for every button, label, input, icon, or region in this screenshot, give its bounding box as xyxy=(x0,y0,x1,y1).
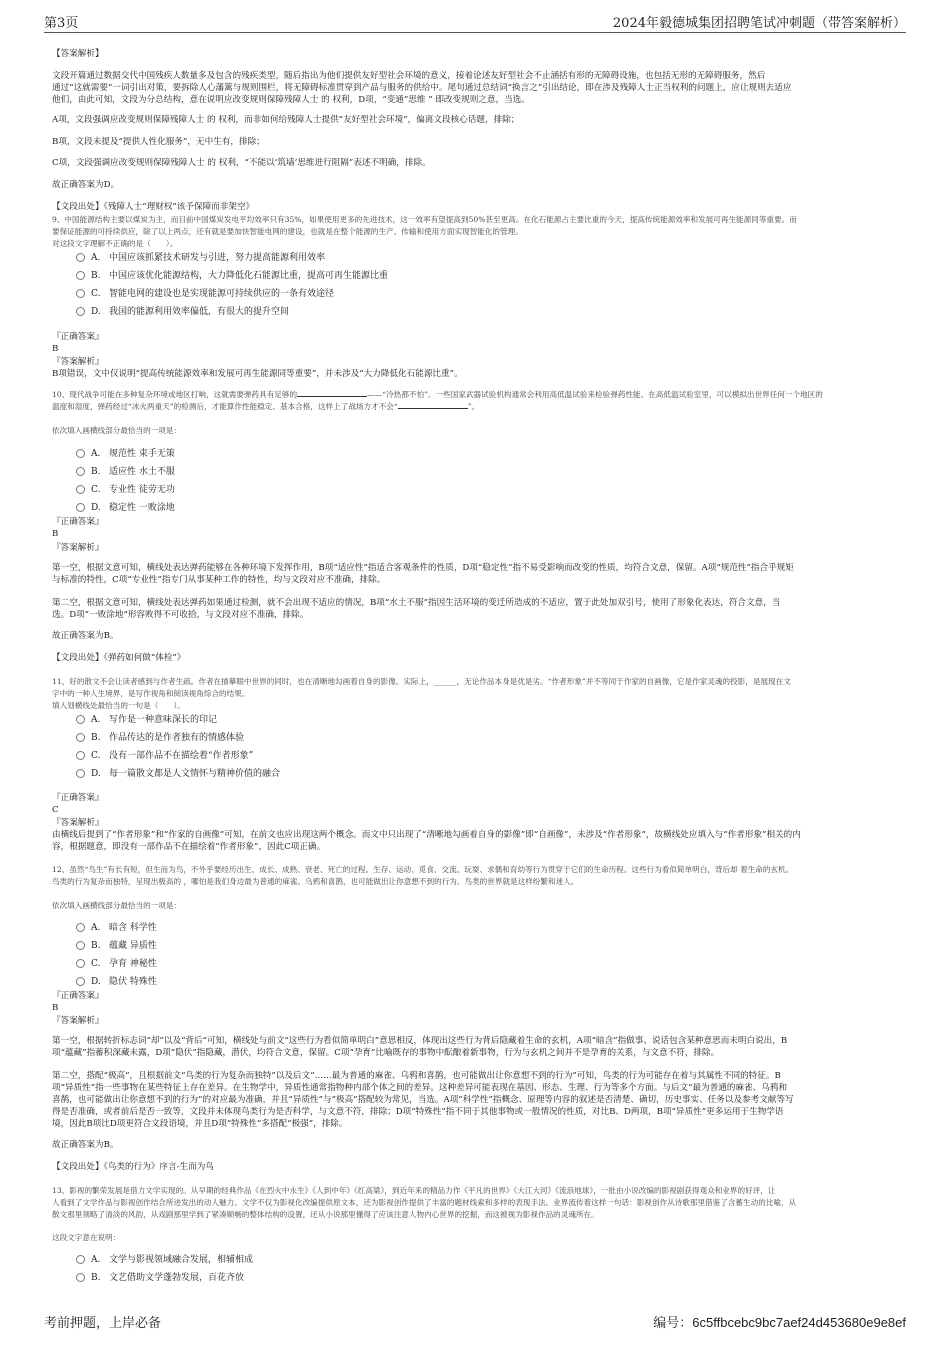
q13-stem: 13、影视的繁荣发展是借力文学实现的。从早期的经典作品《在烈火中永生》《人到中年》《红高粱》，到近年来的精品力作《平凡的世界》《大江大河》《流浪地球》，一批由小说改编的影视剧获得观众和业界的好评，让 xyxy=(52,1186,776,1195)
q11-option-d[interactable]: D. 每一篇散文都是人文情怀与精神价值的融合 xyxy=(76,768,280,780)
q10-stem: 10、现代战争可能在多种复杂环境或地区打响，这就需要弹药具有足够的 ——“冷热都不怕”。一些国家武器试验机构通常会利用高低温试验来检验弹药性能。在高低温试验室里，可以模拟出世界任何一个地区的 xyxy=(52,390,823,399)
q10-analysis-line: 第一空，根据文意可知，横线处表达弹药能够在各种环境下发挥作用，B项“适应性”指适合客观条件的性质，D项“稳定性”指不易受影响而改变的性质，均符合文意，保留。A项“规范性”指合乎规矩 xyxy=(52,563,794,573)
q10-answer-label: 『正确答案』 xyxy=(52,517,104,527)
q11-option-c[interactable]: C. 没有一部作品不在描绘着“作者形象” xyxy=(76,750,253,762)
q10-prompt: 依次填入画横线部分最恰当的一项是： xyxy=(52,426,182,435)
q11-stem: 11、好的散文不会让读者感到与作者生疏。作者在描摹眼中世界的同时，也在清晰地勾画着自身的影像。实际上，______，无论作品本身是优是劣。“作者形象”并不等同于作家的自画像，它是作家灵魂的投影，是展现在文 xyxy=(52,677,791,686)
q10-answer: B xyxy=(52,529,59,539)
q12-analysis-line: 境，因此B项比D项更符合文段语境，并且D项“特殊性”多搭配“极强”，排除。 xyxy=(52,1119,348,1129)
q8-option-c-note: C项，文段强调应改变规则保障残障人士 的 权利，“不能以‘筑墙’思维进行阻隔”表述不明确，排除。 xyxy=(52,158,431,168)
q8-analysis-line: 文段开篇通过数据交代中国残疾人数量多及包含的残疾类型，随后指出为他们提供友好型社会环境的意义，接着论述友好型社会不止涵括有形的无障碍设施，也包括无形的无障碍服务，然后 xyxy=(52,71,766,81)
q9-option-d[interactable]: D. 我国的能源利用效率偏低，有很大的提升空间 xyxy=(76,306,289,318)
footer-slogan: 考前押题，上岸必备 xyxy=(44,1316,162,1331)
radio-icon[interactable] xyxy=(76,977,85,986)
radio-icon[interactable] xyxy=(76,1255,85,1264)
q11-stem: 字中的一种人生境界，是写作视角和阅读视角综合的结果。 xyxy=(52,689,250,698)
q10-option-d[interactable]: D. 稳定性 一败涂地 xyxy=(76,502,175,514)
q10-analysis-line: 与标准的特性，C项“专业性”指专门从事某种工作的特性，均与文段对应不准确，排除。 xyxy=(52,575,386,585)
q11-answer-label: 『正确答案』 xyxy=(52,793,104,803)
q11-analysis-label: 『答案解析』 xyxy=(52,818,104,828)
radio-icon[interactable] xyxy=(76,271,85,280)
q10-analysis-label: 『答案解析』 xyxy=(52,543,104,553)
radio-icon[interactable] xyxy=(76,751,85,760)
q8-conclusion: 故正确答案为D。 xyxy=(52,180,120,190)
q11-option-b[interactable]: B. 作品传达的是作者独有的情感体验 xyxy=(76,732,244,744)
q8-option-b-note: B项，文段未提及“提供人性化服务”，无中生有，排除； xyxy=(52,137,265,147)
q10-analysis-line: 第二空，根据文意可知，横线处表达弹药如果通过检测，就不会出现不适应的情况，B项“水土不服”指因生活环境的变迁所造成的不适应，置于此处加双引号，使用了形象化表达，符合文意，当 xyxy=(52,598,781,608)
q9-analysis-label: 『答案解析』 xyxy=(52,357,104,367)
q11-stem: 填入划横线处最恰当的一句是（ ）。 xyxy=(52,701,185,710)
q12-stem: 12、虽然“鸟生”有长有短，但生而为鸟，不外乎要经历出生、成长、成熟、衰老、死亡的过程。生存、运动、觅食、交流、玩耍、求偶和育幼等行为贯穿于它们的生命历程。这些行为看似简单明白，背后却 着生命的玄机。 xyxy=(52,865,794,874)
q12-option-c[interactable]: C. 孕育 神秘性 xyxy=(76,958,157,970)
q13-stem: 人看到了文学作品与影视创作结合所迸发出的动人魅力。文学不仅为影视化改编提供原文本，还为影视创作提供了丰富的题材线索和多样的表现手法。业界流传着这样一句话：影视创作从诗歌那里借鉴了含蓄生动的比喻，从 xyxy=(52,1198,797,1207)
radio-icon[interactable] xyxy=(76,289,85,298)
q12-conclusion: 故正确答案为B。 xyxy=(52,1140,119,1150)
q12-analysis-line: 喜鹊，也可能做出让你意想不到的行为”的对应最为准确，并且“异质性”与“极高”搭配较为常见，当选。A项“科学性”指概念、原理等内容的叙述是否清楚、确切，历史事实、任务以及参考文献等写 xyxy=(52,1095,794,1105)
q12-answer: B xyxy=(52,1003,59,1013)
radio-icon[interactable] xyxy=(76,733,85,742)
radio-icon[interactable] xyxy=(76,307,85,316)
page-header xyxy=(44,10,906,33)
radio-icon[interactable] xyxy=(76,923,85,932)
radio-icon[interactable] xyxy=(76,253,85,262)
q9-stem: 要保证能源的可持续供应，除了以上两点，还有就是要加快智能电网的建设，也就是在整个能源的生产、传输和使用方面实现智能化的管理。 xyxy=(52,227,523,236)
q13-option-b[interactable]: B. 文艺借助文学蓬勃发展，百花齐放 xyxy=(76,1272,244,1284)
q11-analysis-line: 容，根据题意，即没有一部作品不在描绘着“作者形象”，因此C项正确。 xyxy=(52,842,326,852)
q8-analysis-line: 他们，由此可知，文段为分总结构，意在说明应改变规则保障残障人士 的 权利，D项，“变通”思维 ” 即改变规则之意，当选。 xyxy=(52,95,530,105)
fill-blank xyxy=(297,396,367,397)
radio-icon[interactable] xyxy=(76,467,85,476)
q12-analysis-label: 『答案解析』 xyxy=(52,1016,104,1026)
radio-icon[interactable] xyxy=(76,715,85,724)
q12-option-d[interactable]: D. 隐伏 特殊性 xyxy=(76,976,157,988)
radio-icon[interactable] xyxy=(76,959,85,968)
radio-icon[interactable] xyxy=(76,503,85,512)
radio-icon[interactable] xyxy=(76,941,85,950)
q10-analysis-line: 选。D项“一败涂地”形容败得不可收拾，与文段对应不准确，排除。 xyxy=(52,610,309,620)
q11-answer: C xyxy=(52,805,59,815)
q11-analysis-line: 由横线后提到了“作者形象”和“作家的自画像”可知，在前文也应出现这两个概念。而文中只出现了“清晰地勾画着自身的影像”即“自画像”，未涉及“作者形象”，故横线处应填入与“作者形象”相关的内 xyxy=(52,830,801,840)
q12-prompt: 依次填入画横线部分最恰当的一项是： xyxy=(52,901,182,910)
q8-analysis-line: 通过“这就需要”一词引出对策，要拆除人心藩篱与规则围栏，将无障碍标准贯穿到产品与服务的供给中。尾句通过总结词“换言之”引出结论，即在涉及残障人士正当权利的问题上，应让规则去适应 xyxy=(52,83,792,93)
q10-source: 【文段出处】《弹药如何做“体检”》 xyxy=(52,653,186,663)
q9-stem: 对这段文字理解不正确的是（ ）。 xyxy=(52,239,178,248)
q10-option-b[interactable]: B. 适应性 水土不服 xyxy=(76,466,175,478)
q9-option-c[interactable]: C. 智能电网的建设也是实现能源可持续供应的一条有效途径 xyxy=(76,288,334,300)
q9-option-b[interactable]: B. 中国应该优化能源结构，大力降低化石能源比重，提高可再生能源比重 xyxy=(76,270,388,282)
q11-option-a[interactable]: A. 写作是一种意味深长的印记 xyxy=(76,714,217,726)
document-title: 2024年毅德城集团招聘笔试冲刺题（带答案解析） xyxy=(612,16,906,31)
document-code: 编号：6c5ffbcebc9bc7aef24d453680e9e8ef xyxy=(653,1315,906,1331)
q10-stem: 温度和湿度，弹药经过“冰火两重天”的检测后，才能算作性能稳定、基本合格，这样上了战场方才不会“ ”。 xyxy=(52,402,480,411)
fill-blank xyxy=(398,408,468,409)
q12-analysis-line: 第二空，搭配“极高”，且根据前文“鸟类的行为复杂而独特”以及后文“……最为普通的麻雀、乌鸦和喜鹊，也可能做出让你意想不到的行为”可知，鸟类的行为可能存在着与其属性不同的特征。B xyxy=(52,1071,781,1081)
q8-analysis-label: 【答案解析】 xyxy=(52,49,104,59)
q12-analysis-line: 项“蕴藏”指蓄积深藏未露，D项“隐伏”指隐藏，潜伏，均符合文意，保留。C项“孕育”比喻既存的事物中酝酿着新事物，行为与玄机之间并不是孕育的关系，与文意不符，排除。 xyxy=(52,1048,720,1058)
q12-answer-label: 『正确答案』 xyxy=(52,991,104,1001)
q9-stem: 9、中国能源结构主要以煤炭为主，而目前中国煤炭发电平均效率只有35%，如果使用更多的先进技术，这一效率有望提高到50%甚至更高。在化石能源占主要比重的今天，提高传统能源效率和发展可再生能源同等重要。而 xyxy=(52,215,797,224)
q12-option-a[interactable]: A. 暗含 科学性 xyxy=(76,922,157,934)
q12-option-b[interactable]: B. 蕴藏 异质性 xyxy=(76,940,157,952)
radio-icon[interactable] xyxy=(76,485,85,494)
q13-option-a[interactable]: A. 文学与影视领域融合发展，相辅相成 xyxy=(76,1254,253,1266)
radio-icon[interactable] xyxy=(76,769,85,778)
q12-stem: 鸟类的行为复杂而独特，呈现出极高的 ，哪怕是我们身边最为普通的麻雀、乌鸦和喜鹊，也可能做出让你意想不到的行为。鸟类的世界就是这样纷繁和迷人。 xyxy=(52,877,579,886)
q12-analysis-line: 项“异质性”指一些事物在某些特征上存在差异。在生物学中，异质性通常指物种内部个体之间的差异。这种差异可能表现在基因、形态、生理、行为等多个方面。与后文“最为普通的麻雀、乌鸦和 xyxy=(52,1083,788,1093)
q9-analysis: B项错误，文中仅说明“提高传统能源效率和发展可再生能源同等重要”，并未涉及“大力降低化石能源比重”。 xyxy=(52,369,463,379)
q9-option-a[interactable]: A. 中国应该抓紧技术研发与引进，努力提高能源利用效率 xyxy=(76,252,325,264)
q12-analysis-line: 得是否准确，或者前后是否一致等，文段并未体现鸟类行为是否科学，与文意不符，排除；D项“特殊性”指不同于其他事物或一般情况的性质，对比B、D两项，B项“异质性”更多运用于生物学语 xyxy=(52,1107,784,1117)
q12-source: 【文段出处】《鸟类的行为》序言-生而为鸟 xyxy=(52,1162,214,1172)
q13-stem: 散文那里领略了清淡的风韵，从戏剧那里学到了紧凑顺畅的整体结构的设置，还从小说那里懂得了应该注意人物内心世界的挖掘，而这被视为影视作品的灵魂所在。 xyxy=(52,1210,599,1219)
q9-answer-label: 『正确答案』 xyxy=(52,332,104,342)
q10-conclusion: 故正确答案为B。 xyxy=(52,631,119,641)
radio-icon[interactable] xyxy=(76,449,85,458)
q10-option-c[interactable]: C. 专业性 徒劳无功 xyxy=(76,484,175,496)
q9-answer: B xyxy=(52,344,59,354)
page-number: 第3页 xyxy=(44,16,79,31)
radio-icon[interactable] xyxy=(76,1273,85,1282)
q8-source: 【文段出处】《残障人士“理财权”该予保障而非架空》 xyxy=(52,202,255,212)
q12-analysis-line: 第一空，根据转折标志词“却”以及“背后”可知，横线处与前文“这些行为看似简单明白”意思相反，体现出这些行为背后隐藏着生命的玄机，A项“暗含”指做事、说话包含某种意思而未明白说出，B xyxy=(52,1036,788,1046)
q13-prompt: 这段文字意在说明： xyxy=(52,1233,121,1242)
q8-option-a-note: A项，文段强调应改变规则保障残障人士 的 权利，而非如何给残障人士提供“友好型社会环境”，偏离文段核心话题，排除； xyxy=(52,115,520,125)
q10-option-a[interactable]: A. 规范性 束手无策 xyxy=(76,448,175,460)
page-footer xyxy=(44,1312,906,1332)
